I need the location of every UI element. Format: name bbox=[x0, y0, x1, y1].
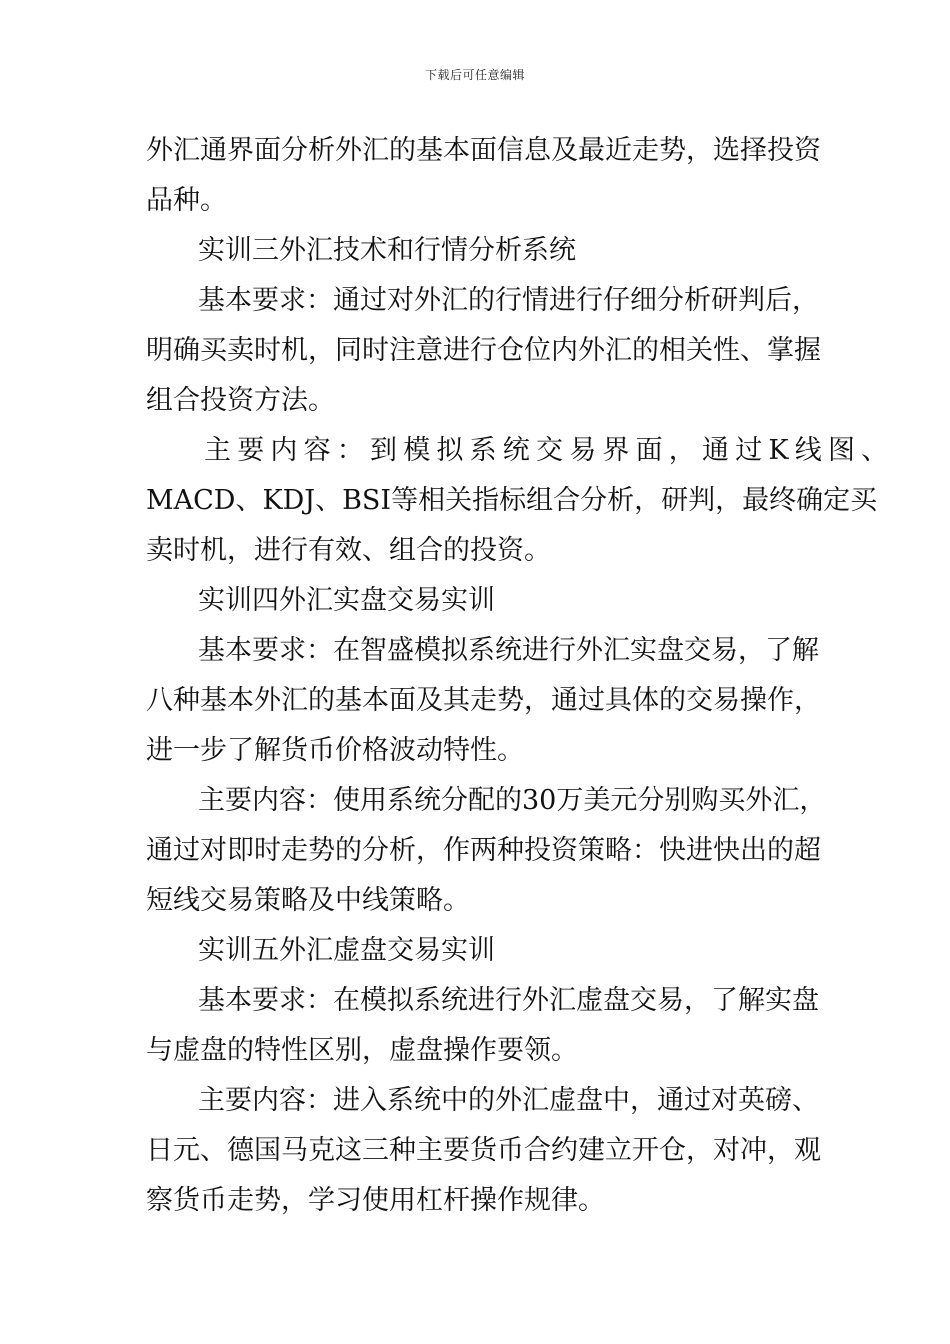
paragraph-line: 短线交易策略及中线策略。 bbox=[146, 885, 470, 916]
section-heading: 实训四外汇实盘交易实训 bbox=[198, 585, 495, 616]
paragraph-line: 日元、德国马克这三种主要货币合约建立开仓，对冲，观 bbox=[146, 1135, 821, 1166]
paragraph-line: 察货币走势，学习使用杠杆操作规律。 bbox=[146, 1185, 605, 1216]
paragraph-line: 品种。 bbox=[146, 185, 227, 216]
paragraph-line: 基本要求：通过对外汇的行情进行仔细分析研判后， bbox=[198, 285, 819, 316]
paragraph-line: 基本要求：在智盛模拟系统进行外汇实盘交易，了解 bbox=[198, 635, 819, 666]
paragraph-line: 主要内容：到模拟系统交易界面，通过K线图、 bbox=[204, 435, 895, 466]
page-header: 下载后可任意编辑 bbox=[424, 68, 525, 82]
paragraph-line: 与虚盘的特性区别，虚盘操作要领。 bbox=[146, 1035, 578, 1066]
paragraph-line: 主要内容：进入系统中的外汇虚盘中，通过对英磅、 bbox=[198, 1085, 819, 1116]
paragraph-line: 通过对即时走势的分析，作两种投资策略：快进快出的超 bbox=[146, 835, 821, 866]
paragraph-line: MACD、KDJ、BSI等相关指标组合分析，研判，最终确定买 bbox=[146, 485, 878, 516]
paragraph-line: 明确买卖时机，同时注意进行仓位内外汇的相关性、掌握 bbox=[146, 335, 821, 366]
section-heading: 实训五外汇虚盘交易实训 bbox=[198, 935, 495, 966]
paragraph-line: 组合投资方法。 bbox=[146, 385, 335, 416]
document-body bbox=[146, 126, 895, 1226]
paragraph-line: 八种基本外汇的基本面及其走势，通过具体的交易操作， bbox=[146, 685, 821, 716]
paragraph-line: 进一步了解货币价格波动特性。 bbox=[146, 735, 524, 766]
paragraph-line: 卖时机，进行有效、组合的投资。 bbox=[146, 535, 551, 566]
paragraph-line: 基本要求：在模拟系统进行外汇虚盘交易，了解实盘 bbox=[198, 985, 819, 1016]
paragraph-line: 外汇通界面分析外汇的基本面信息及最近走势，选择投资 bbox=[146, 135, 821, 166]
paragraph-line: 主要内容：使用系统分配的30万美元分别购买外汇， bbox=[198, 785, 827, 816]
section-heading: 实训三外汇技术和行情分析系统 bbox=[198, 235, 576, 266]
